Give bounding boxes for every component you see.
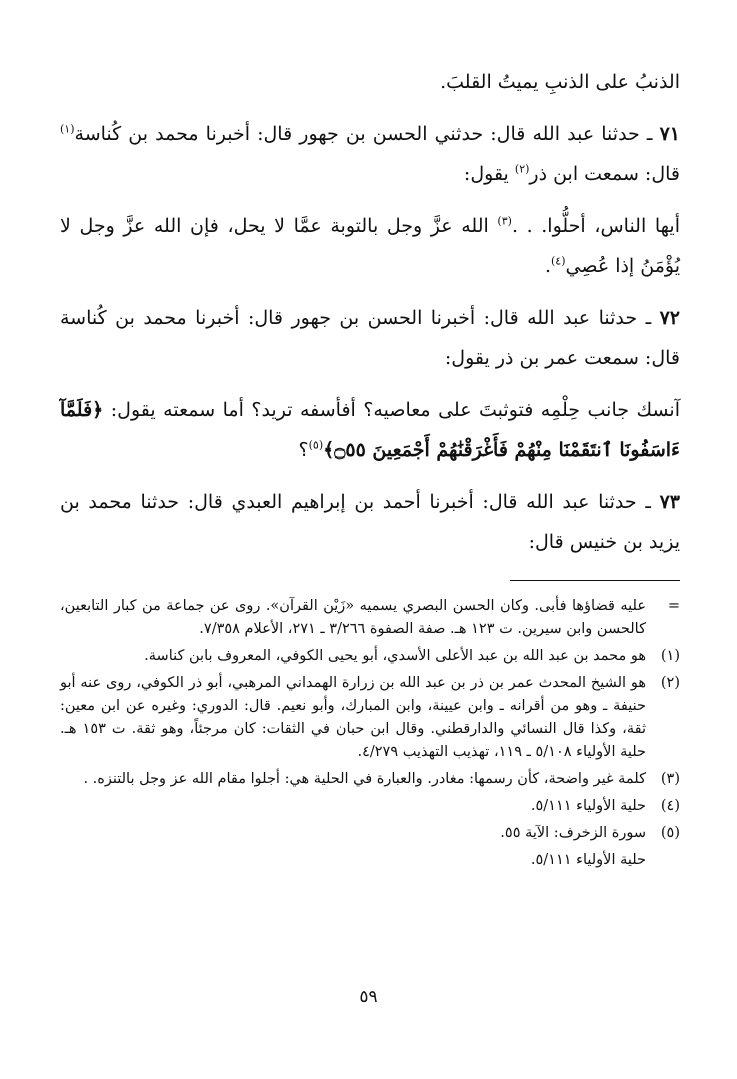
footnote-text: هو محمد بن عبد الله بن عبد الأعلى الأسدي، أبو يحيى الكوفي، المعروف بابن كناسة. <box>144 648 646 664</box>
opening-sentence: الذنبُ على الذنبِ يميتُ القلبَ. <box>440 71 680 93</box>
footnote <box>60 672 680 764</box>
narration-text: قال: سمعت ابن ذر <box>529 163 680 185</box>
paragraph-opening <box>60 62 680 102</box>
footnote-ref: (٢) <box>514 162 530 176</box>
footnote <box>60 645 680 668</box>
footnote-mark: (٥) <box>660 825 680 841</box>
narration-text: يقول: <box>463 163 515 185</box>
quote-text: آنسك جانب حِلْمِه فتوثبتَ على معاصيه؟ أفأسفه تريد؟ أما سمعته يقول: <box>103 399 680 421</box>
footnote-mark: = <box>667 598 680 614</box>
narration-73 <box>60 482 680 562</box>
footnote-divider <box>510 580 680 581</box>
narration-text: ـ حدثنا عبد الله قال: أخبرنا الحسن بن جهور قال: أخبرنا محمد بن كُناسة قال: سمعت عمر بن ذر يقول: <box>60 307 680 369</box>
footnote-mark: (٤) <box>660 798 680 814</box>
footnote <box>60 849 680 872</box>
narration-number: ٧٣ <box>659 491 680 513</box>
narration-71 <box>60 114 680 194</box>
footnote-text: حلية الأولياء ٥/١١١. <box>530 798 646 814</box>
footnote-ref: (٥) <box>308 438 324 452</box>
footnote-ref: (١) <box>60 122 75 136</box>
narration-text: ـ حدثنا عبد الله قال: أخبرنا أحمد بن إبراهيم العبدي قال: حدثنا محمد بن يزيد بن خنيس قال: <box>60 491 680 553</box>
footnote-mark: (٣) <box>660 771 680 787</box>
footnote-ref: (٣) <box>497 214 512 228</box>
quote-text: أيها الناس، أحلُّوا. . . <box>511 215 680 237</box>
narration-number: ٧٢ <box>659 307 681 329</box>
quote-71 <box>60 206 680 286</box>
footnote <box>60 768 680 791</box>
footnote-text: عليه قضاؤها فأبى. وكان الحسن البصري يسميه «زَيْن القرآن». روى عن جماعة من كبار التابعين، كالحسن وابن سيرين. ت ١٢٣ هـ. صفة الصفوة ٣/٢٦٦ ـ ٢٧١، الأعلام ٧/٣٥٨. <box>60 598 646 637</box>
quote-text: ؟ <box>298 439 309 461</box>
footnotes <box>60 595 680 872</box>
narration-72 <box>60 298 680 378</box>
footnote-text: كلمة غير واضحة، كأن رسمها: مغادر. والعبارة في الحلية هي: أجلوا مقام الله عز وجل بالتنزه. . <box>83 771 646 787</box>
footnote-mark: (٢) <box>660 675 680 691</box>
footnote-text: حلية الأولياء ٥/١١١. <box>530 852 646 868</box>
footnote <box>60 595 680 641</box>
footnote-mark: (١) <box>660 648 680 664</box>
quote-text: . <box>544 255 551 277</box>
quran-verse: ﴿فَلَمَّآ ءَاسَفُونَا ٱنتَقَمْنَا مِنْهُمْ فَأَغْرَقْنَٰهُمْ أَجْمَعِينَ ۝٥٥﴾ <box>60 399 680 461</box>
page-number: ٥٩ <box>359 987 378 1007</box>
quote-text: الله عزَّ وجل بالتوبة عمَّا لا يحل، فإن الله عزَّ وجل لا يُؤْمَنُ إذا عُصِي <box>60 215 680 277</box>
main-text <box>60 62 680 562</box>
narration-number: ٧١ <box>659 123 680 145</box>
footnote-ref: (٤) <box>550 254 566 268</box>
book-page <box>60 62 680 876</box>
narration-text: ـ حدثنا عبد الله قال: حدثني الحسن بن جهور قال: أخبرنا محمد بن كُناسة <box>74 123 660 145</box>
footnote-text: سورة الزخرف: الآية ٥٥. <box>500 825 646 841</box>
footnote <box>60 822 680 845</box>
footnote <box>60 795 680 818</box>
footnote-text: هو الشيخ المحدث عمر بن ذر بن عبد الله بن زرارة الهمداني المرهبي، أبو ذر الكوفي، روى عنه أبو حنيفة ـ وهو من أقرانه ـ وابن عيينة، وابن المبارك، وأبو نعيم. قال: الدوري: وغيره عن ابن معين: ثقة، وكذا قال النسائي والدارقطني. وقال ابن حبان في الثقات: كان مرجئاً، وهو ثقة. ت ١٥٣ هـ. حلية الأولياء ٥/١٠٨ ـ ١١٩، تهذيب التهذيب ٤/٢٧٩. <box>60 675 646 760</box>
quote-72 <box>60 390 680 470</box>
